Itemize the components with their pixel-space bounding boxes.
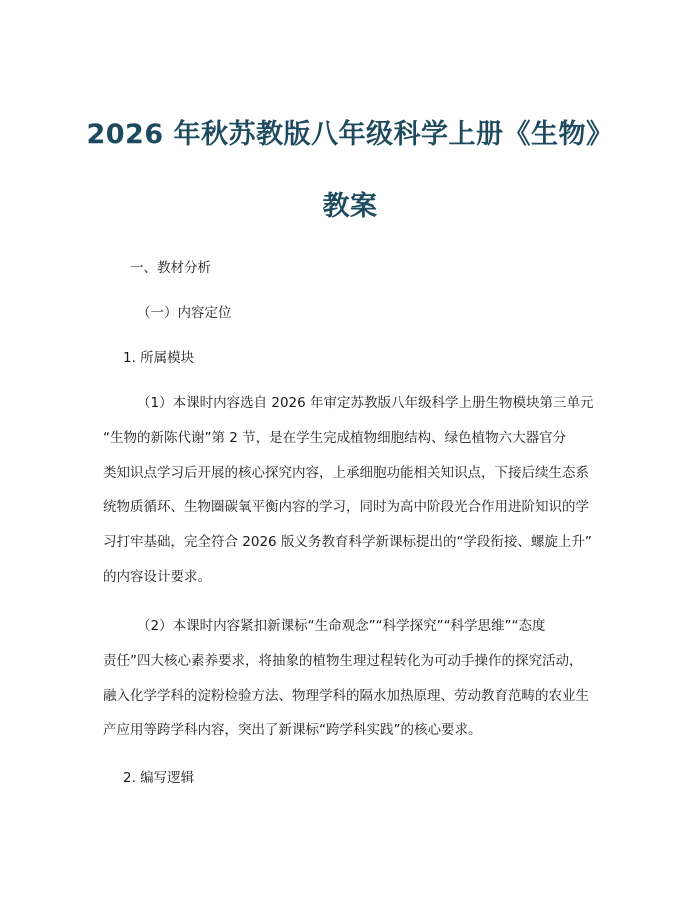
- paragraph-line: 习打牢基础，完全符合 2026 版义务教育科学新课标提出的“学段衔接、螺旋上升”: [103, 534, 592, 550]
- paragraph-line: 责任”四大核心素养要求，将抽象的植物生理过程转化为可动手操作的探究活动，: [103, 653, 583, 669]
- paragraph-line: 产应用等跨学科内容，突出了新课标“跨学科实践”的核心要求。: [103, 722, 482, 738]
- subsection-heading: （一）内容定位: [137, 305, 232, 321]
- paragraph-line: “生物的新陈代谢”第 2 节，是在学生完成植物细胞结构、绿色植物六大器官分: [103, 430, 567, 446]
- paragraph-line: 融入化学学科的淀粉检验方法、物理学科的隔水加热原理、劳动教育范畴的农业生: [103, 688, 589, 704]
- document-title-line-1: 2026 年秋苏教版八年级科学上册《生物》: [86, 119, 614, 150]
- paragraph-line: 的内容设计要求。: [103, 569, 211, 585]
- paragraph-line: （2）本课时内容紧扣新课标“生命观念”“科学探究”“科学思维”“态度: [137, 618, 546, 634]
- paragraph-line: （1）本课时内容选自 2026 年审定苏教版八年级科学上册生物模块第三单元: [137, 395, 594, 411]
- document-title-line-2: 教案: [322, 191, 378, 222]
- paragraph-line: 统物质循环、生物圈碳氧平衡内容的学习，同时为高中阶段光合作用进阶知识的学: [103, 499, 589, 515]
- paragraph-line: 类知识点学习后开展的核心探究内容，上承细胞功能相关知识点，下接后续生态系: [103, 465, 589, 481]
- item-heading-1: 1. 所属模块: [123, 350, 195, 366]
- section-heading: 一、教材分析: [130, 260, 211, 276]
- item-heading-2: 2. 编写逻辑: [123, 770, 195, 786]
